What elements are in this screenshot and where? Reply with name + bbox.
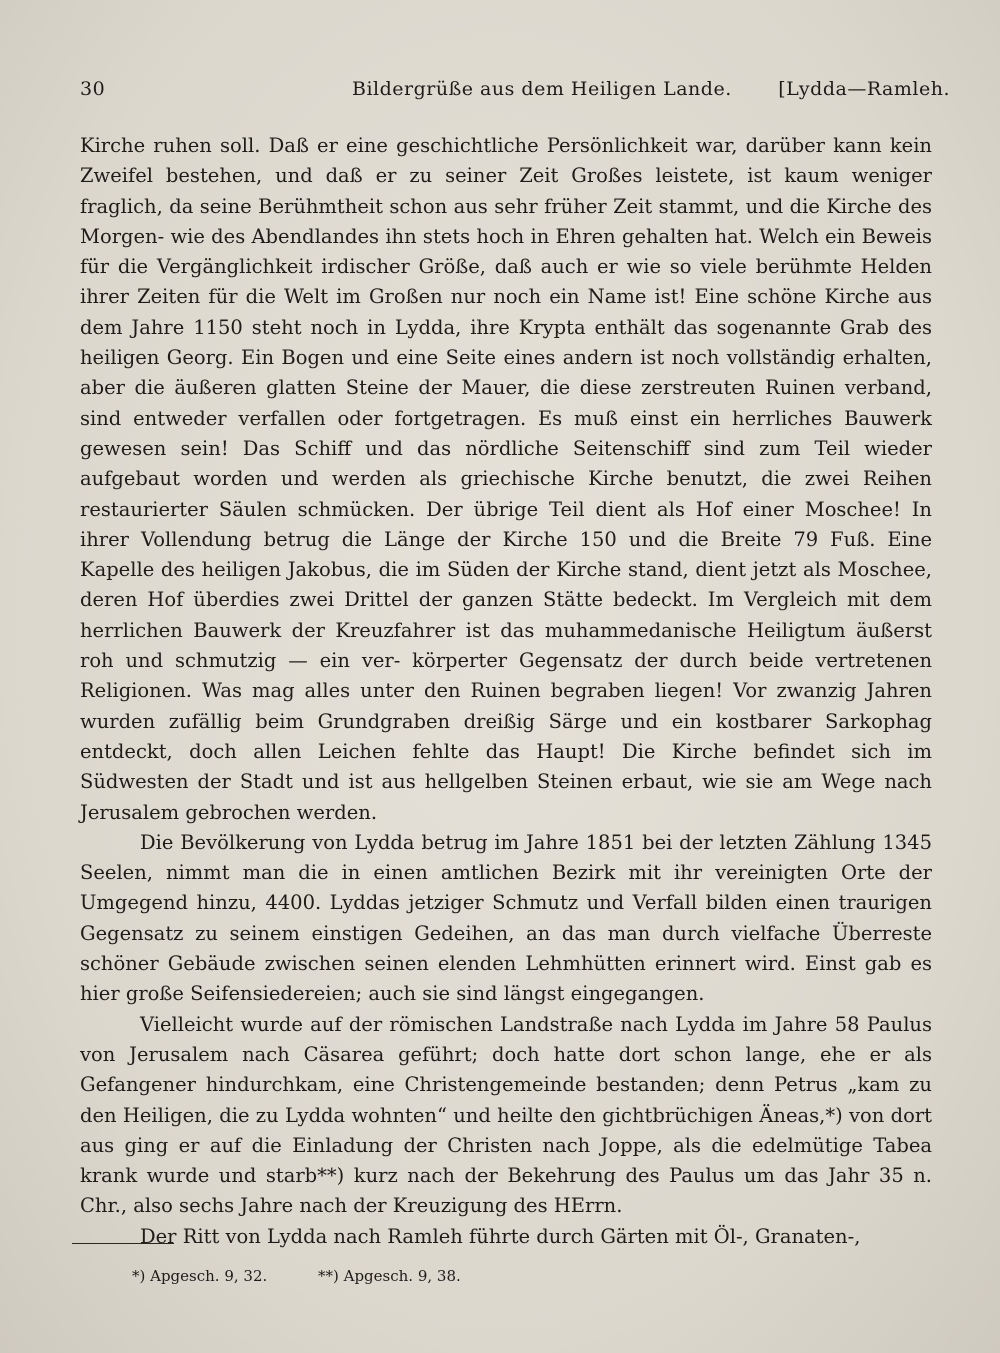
page-header <box>80 78 950 106</box>
footnote-2: **) Apgesch. 9, 38. <box>318 1267 461 1285</box>
paragraph-1: Kirche ruhen soll. Daß er eine geschichtliche Persönlichkeit war, darüber kann kein Zweifel bestehen, und daß er zu seiner Zeit Großes leistete, ist kaum weniger fraglich, da seine Berühmtheit schon aus sehr früher Zeit stammt, und die Kirche des Morgen- wie des Abendlandes ihn stets hoch in Ehren gehalten hat. Welch ein Beweis für die Vergänglichkeit irdischer Größe, daß auch er wie so viele berühmte Helden ihrer Zeiten für die Welt im Großen nur noch ein Name ist! Eine schöne Kirche aus dem Jahre 1150 steht noch in Lydda, ihre Krypta enthält das sogenannte Grab des heiligen Georg. Ein Bogen und eine Seite eines andern ist noch vollständig erhalten, aber die äußeren glatten Steine der Mauer, die diese zerstreuten Ruinen verband, sind entweder verfallen oder fortgetragen. Es muß einst ein herrliches Bauwerk gewesen sein! Das Schiff und das nördliche Seitenschiff sind zum Teil wieder aufgebaut worden und werden als griechische Kirche benutzt, die zwei Reihen restaurierter Säulen schmücken. Der übrige Teil dient als Hof einer Moschee! In ihrer Vollendung betrug die Länge der Kirche 150 und die Breite 79 Fuß. Eine Kapelle des heiligen Jakobus, die im Süden der Kirche stand, dient jetzt als Moschee, deren Hof überdies zwei Drittel der ganzen Stätte bedeckt. Im Vergleich mit dem herrlichen Bauwerk der Kreuzfahrer ist das muhammedanische Heiligtum äußerst roh und schmutzig — ein ver- körperter Gegensatz der durch beide vertretenen Religionen. Was mag alles unter den Ruinen begraben liegen! Vor zwanzig Jahren wurden zufällig beim Grundgraben dreißig Särge und ein kostbarer Sarkophag entdeckt, doch allen Leichen fehlte das Haupt! Die Kirche befindet sich im Südwesten der Stadt und ist aus hellgelben Steinen erbaut, wie sie am Wege nach Jerusalem gebrochen werden. <box>80 134 932 824</box>
paragraph-4: Der Ritt von Lydda nach Ramleh führte durch Gärten mit Öl-, Granaten-, <box>140 1224 861 1248</box>
running-title: Bildergrüße aus dem Heiligen Lande. <box>352 78 732 100</box>
footnote-rule <box>72 1243 174 1244</box>
paragraph-2: Die Bevölkerung von Lydda betrug im Jahre 1851 bei der letzten Zählung 1345 Seelen, nimmt man die in einen amtlichen Bezirk mit ihr vereinigten Orte der Umgegend hinzu, 4400. Lyddas jetziger Schmutz und Verfall bilden einen traurigen Gegensatz zu seinem einstigen Gedeihen, an das man durch vielfache Überreste schöner Gebäude zwischen seinen elenden Lehmhütten erinnert wird. Einst gab es hier große Seifensiedereien; auch sie sind längst eingegangen. <box>80 830 932 1006</box>
paragraph-3: Vielleicht wurde auf der römischen Landstraße nach Lydda im Jahre 58 Paulus von Jerusalem nach Cäsarea geführt; doch hatte dort schon lange, ehe er als Gefangener hindurchkam, eine Christengemeinde bestanden; denn Petrus „kam zu den Heiligen, die zu Lydda wohnten“ und heilte den gichtbrüchigen Äneas,*) von dort aus ging er auf die Einladung der Christen nach Joppe, als die edelmütige Tabea krank wurde und starb**) kurz nach der Bekehrung des Paulus um das Jahr 35 n. Chr., also sechs Jahre nach der Kreuzigung des HErrn. <box>80 1012 932 1218</box>
footnote-1: *) Apgesch. 9, 32. <box>132 1267 268 1285</box>
page-number: 30 <box>80 78 106 100</box>
running-head-right: [Lydda—Ramleh. <box>778 78 950 100</box>
body-text <box>80 131 932 1252</box>
